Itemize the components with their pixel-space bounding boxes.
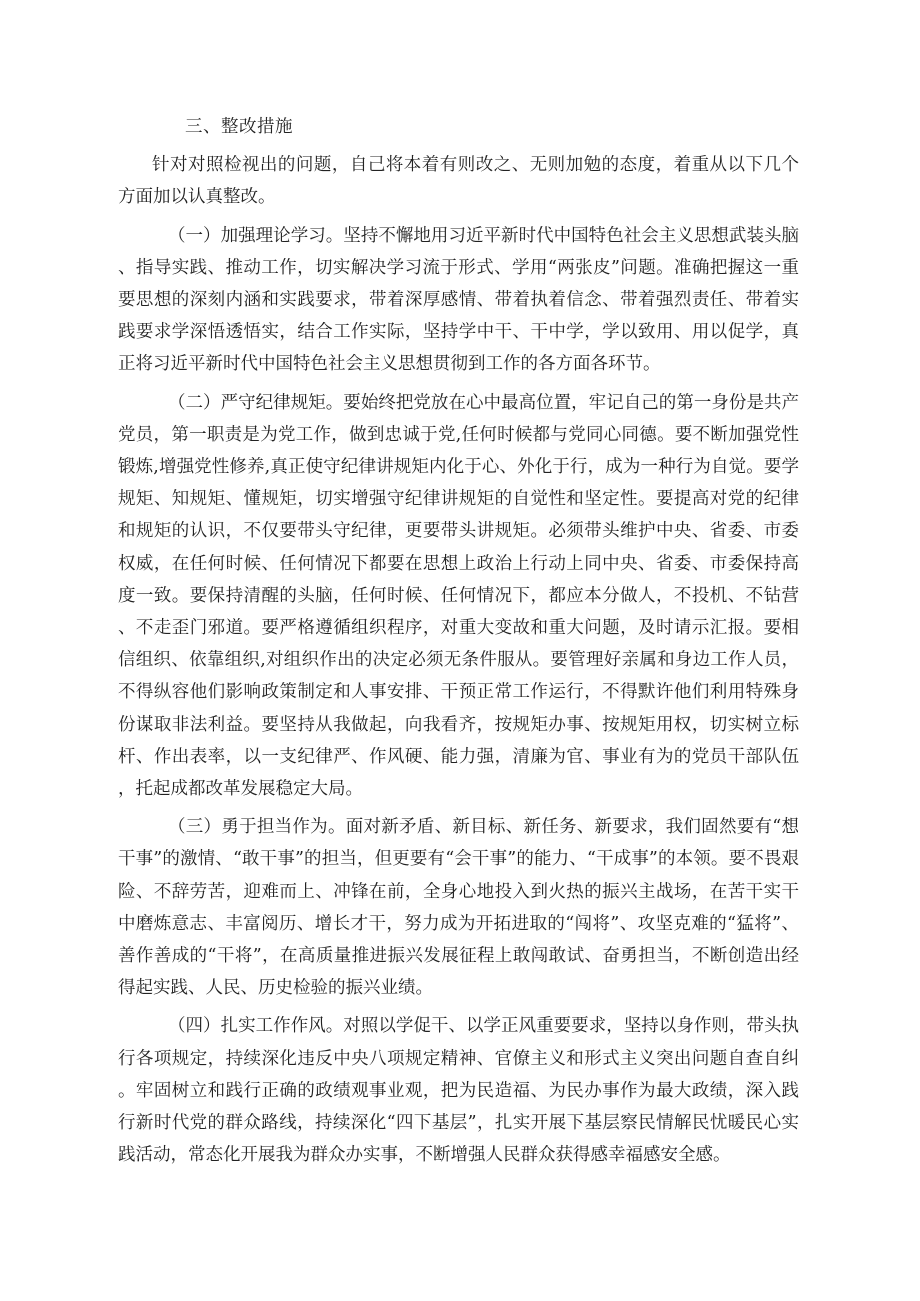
paragraph-discipline-rules: （二）严守纪律规矩。要始终把党放在心中最高位置，牢记自己的第一身份是共产党员，第一职责是为党工作，做到忠诚于党,任何时候都与党同心同德。要不断加强党性锻炼,增强党性修养,真正使守纪律讲规矩内化于心、外化于行，成为一种行为自觉。要学规矩、知规矩、懂规矩，切实增强守纪律讲规矩的自觉性和坚定性。要提高对党的纪律和规矩的认识，不仅要带头守纪律，更要带头讲规矩。必须带头维护中央、省委、市委权威，在任何时候、任何情况下都要在思想上政治上行动上同中央、省委、市委保持高度一致。要保持清醒的头脑，任何时候、任何情况下，都应本分做人，不投机、不钻营、不走歪门邪道。要严格遵循组织程序，对重大变故和重大问题，及时请示汇报。要相信组织、依靠组织,对组织作出的决定必须无条件服从。要管理好亲属和身边工作人员，不得纵容他们影响政策制定和人事安排、干预正常工作运行，不得默许他们利用特殊身份谋取非法利益。要坚持从我做起，向我看齐，按规矩办事、按规矩用权，切实树立标杆、作出表率，以一支纪律严、作风硬、能力强，清廉为官、事业有为的党员干部队伍，托起成都改革发展稳定大局。 [118,392,799,800]
intro-paragraph: 针对对照检视出的问题，自己将本着有则改之、无则加勉的态度，着重从以下几个方面加以认真整改。 [118,155,799,208]
section-heading: 三、整改措施 [185,117,293,137]
document-body [118,111,799,1172]
paragraph-theory-study: （一）加强理论学习。坚持不懈地用习近平新时代中国特色社会主义思想武装头脑、指导实践、推动工作，切实解决学习流于形式、学用“两张皮”问题。准确把握这一重要思想的深刻内涵和实践要求，带着深厚感情、带着执着信念、带着强烈责任、带着实践要求学深悟透悟实，结合工作实际，坚持学中干、干中学，学以致用、用以促学，真正将习近平新时代中国特色社会主义思想贯彻到工作的各方面各环节。 [118,225,799,375]
paragraph-take-responsibility: （三）勇于担当作为。面对新矛盾、新目标、新任务、新要求，我们固然要有“想干事”的激情、“敢干事”的担当，但更要有“会干事”的能力、“干成事”的本领。要不畏艰险、不辞劳苦，迎难而上、冲锋在前，全身心地投入到火热的振兴主战场，在苦干实干中磨炼意志、丰富阅历、增长才干，努力成为开拓进取的“闯将”、攻坚克难的“猛将”、善作善成的“干将”，在高质量推进振兴发展征程上敢闯敢试、奋勇担当，不断创造出经得起实践、人民、历史检验的振兴业绩。 [118,817,799,999]
paragraph-work-style: （四）扎实工作作风。对照以学促干、以学正风重要要求，坚持以身作则，带头执行各项规定，持续深化违反中央八项规定精神、官僚主义和形式主义突出问题自查自纠。牢固树立和践行正确的政绩观事业观，把为民造福、为民办事作为最大政绩，深入践行新时代党的群众路线，持续深化“四下基层”，扎实开展下基层察民情解民忧暖民心实践活动，常态化开展我为群众办实事，不断增强人民群众获得感幸福感安全感。 [118,1016,799,1166]
